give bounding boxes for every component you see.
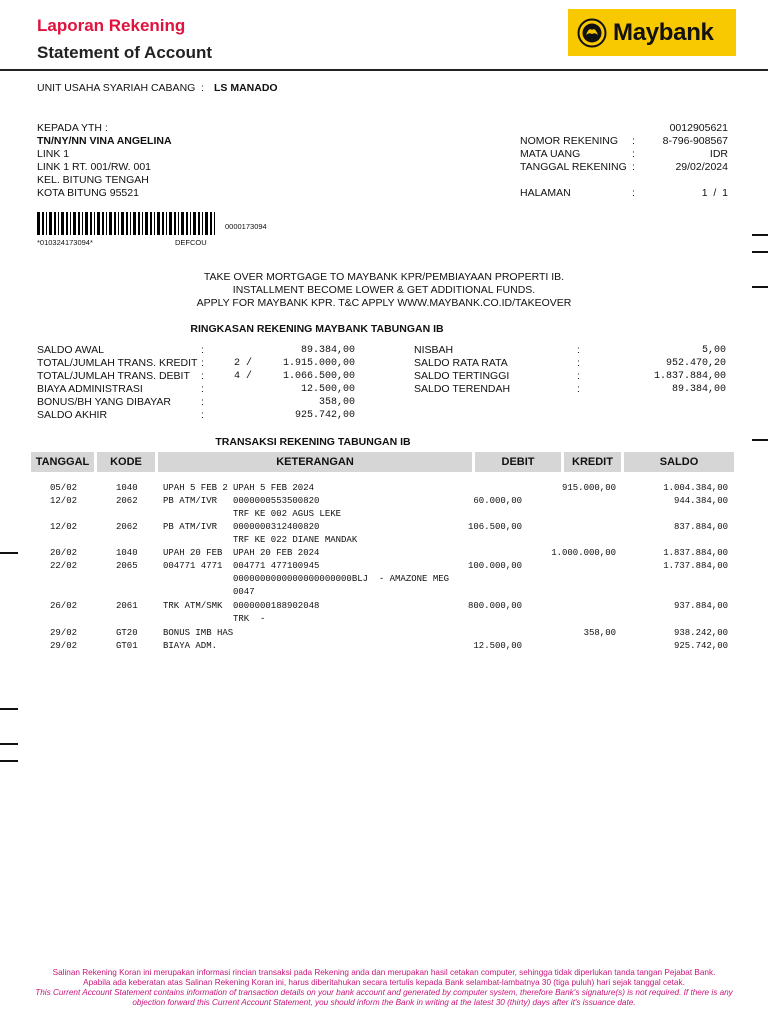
barcode-bar [190, 212, 191, 235]
footer-disclaimer-id: Salinan Rekening Koran ini merupakan informasi rincian transaksi pada Rekening anda dan merupakan hasil cetakan computer, sehingga tidak diperlukan tanda tangan Pejabat Bank. [52, 968, 716, 977]
transaction-debit: 12.500,00 [473, 641, 522, 651]
recipient-label: KEPADA YTH : [37, 122, 108, 134]
transaction-date: 05/02 [50, 483, 78, 493]
barcode-bar [85, 212, 88, 235]
footer-disclaimer-en: This Current Account Statement contains information of transaction details on your bank account and generated by computer system, therefore Bank's signature(s) is not required. If there is any [35, 988, 733, 997]
account-number-value: 8-796-908567 [662, 135, 728, 147]
barcode-code-mid: DEFCOU [175, 238, 207, 247]
barcode-bar [130, 212, 131, 235]
transaction-code: 1040 [116, 548, 138, 558]
summary-label: TOTAL/JUMLAH TRANS. KREDIT [37, 357, 198, 369]
margin-mark [0, 743, 18, 745]
margin-mark [752, 286, 768, 288]
title-indonesian: Laporan Rekening [37, 16, 186, 35]
barcode-bar [138, 212, 140, 235]
summary-separator: : [201, 344, 204, 356]
barcode-bar [106, 212, 107, 235]
barcode-bar [42, 212, 44, 235]
transaction-description: BIAYA ADM. [163, 641, 218, 651]
transaction-credit: 915.000,00 [561, 483, 616, 493]
transaction-credit: 358,00 [583, 628, 616, 638]
branch-separator: : [201, 82, 204, 94]
summary-separator: : [577, 344, 580, 356]
barcode-image [37, 212, 215, 235]
barcode-bar [145, 212, 148, 235]
margin-mark [0, 708, 18, 710]
summary-separator: : [201, 357, 204, 369]
address-line: LINK 1 [37, 148, 70, 160]
statement-date-label: TANGGAL REKENING [520, 161, 627, 173]
margin-mark [752, 439, 768, 441]
summary-label: SALDO TERTINGGI [414, 370, 510, 382]
promo-line: TAKE OVER MORTGAGE TO MAYBANK KPR/PEMBIAYAAN PROPERTI IB. [203, 271, 565, 283]
barcode-bar [126, 212, 128, 235]
barcode-bar [58, 212, 59, 235]
barcode-bar [181, 212, 184, 235]
barcode-bar [186, 212, 188, 235]
column-header-code: KODE [97, 452, 155, 472]
barcode-bar [94, 212, 95, 235]
barcode-bar [49, 212, 52, 235]
transaction-description-detail: 0000000312400820 [233, 522, 320, 532]
transaction-description: 004771 4771 [163, 561, 223, 571]
transaction-description: PB ATM/IVR [163, 496, 218, 506]
barcode-bar [169, 212, 172, 235]
barcode-code-left: *010324173094* [37, 238, 93, 247]
summary-title: RINGKASAN REKENING MAYBANK TABUNGAN IB [190, 323, 444, 335]
barcode-bar [193, 212, 196, 235]
recipient-name: TN/NY/NN VINA ANGELINA [37, 135, 172, 147]
summary-value: 1.915.000,00 [282, 358, 355, 369]
page-separator: : [632, 187, 635, 199]
transaction-code: GT01 [116, 641, 138, 651]
barcode-bar [73, 212, 76, 235]
transaction-debit: 100.000,00 [467, 561, 522, 571]
transactions-table-header [31, 452, 734, 472]
column-header-date: TANGGAL [31, 452, 94, 472]
barcode-bar [37, 212, 40, 235]
address-line: LINK 1 RT. 001/RW. 001 [37, 161, 152, 173]
barcode-bar [118, 212, 119, 235]
barcode-bar [78, 212, 80, 235]
summary-value: 952.470,20 [665, 358, 726, 369]
transaction-description: UPAH 5 FEB 2 [163, 483, 228, 493]
barcode-bar [114, 212, 116, 235]
tiger-emblem-icon [577, 18, 607, 48]
summary-count: 4 / [234, 371, 253, 382]
barcode-bar [102, 212, 104, 235]
transaction-description-detail: UPAH 5 FEB 2024 [233, 483, 315, 493]
barcode-bar [198, 212, 200, 235]
summary-value: 89.384,00 [671, 384, 726, 395]
summary-label: SALDO AKHIR [37, 409, 108, 421]
barcode-bar [154, 212, 155, 235]
summary-label: NISBAH [414, 344, 454, 356]
margin-mark [0, 760, 18, 762]
barcode-bar [205, 212, 208, 235]
transaction-date: 12/02 [50, 496, 78, 506]
transaction-balance: 944.384,00 [673, 496, 728, 506]
transaction-code: 2062 [116, 522, 138, 532]
barcode-bar [46, 212, 47, 235]
summary-label: BONUS/BH YANG DIBAYAR [37, 396, 172, 408]
address-line: KOTA BITUNG 95521 [37, 187, 139, 199]
transaction-description-extra: TRK - [233, 614, 266, 624]
transaction-description: UPAH 20 FEB [163, 548, 223, 558]
summary-separator: : [201, 370, 204, 382]
transaction-date: 26/02 [50, 601, 78, 611]
summary-value: 1.066.500,00 [282, 371, 355, 382]
address-line: KEL. BITUNG TENGAH [37, 174, 149, 186]
transaction-description-detail: 0000000553500820 [233, 496, 320, 506]
margin-mark [752, 234, 768, 236]
summary-value: 89.384,00 [300, 345, 355, 356]
transactions-title: TRANSAKSI REKENING TABUNGAN IB [215, 436, 411, 448]
summary-separator: : [577, 357, 580, 369]
transaction-description-extra: TRF KE 002 AGUS LEKE [233, 509, 342, 519]
maybank-logo [568, 9, 736, 56]
summary-count: 2 / [234, 358, 253, 369]
transaction-debit: 106.500,00 [467, 522, 522, 532]
transaction-debit: 60.000,00 [473, 496, 522, 506]
promo-line: INSTALLMENT BECOME LOWER & GET ADDITIONAL FUNDS. [232, 284, 536, 296]
summary-label: SALDO RATA RATA [414, 357, 508, 369]
footer-disclaimer-id: Apabila ada keberatan atas Salinan Rekening Koran ini, harus diberitahukan secara tertulis kepada Bank selambat-lambatnya 30 (tiga puluh) hari sejak tanggal cetak. [83, 978, 685, 987]
summary-separator: : [577, 383, 580, 395]
barcode-bar [210, 212, 212, 235]
barcode-bar [162, 212, 164, 235]
currency-separator: : [632, 148, 635, 160]
summary-value: 12.500,00 [300, 384, 355, 395]
branch-value: LS MANADO [214, 82, 278, 94]
column-header-balance: SALDO [624, 452, 734, 472]
transaction-balance: 925.742,00 [673, 641, 728, 651]
transaction-balance: 1.737.884,00 [663, 561, 728, 571]
transaction-balance: 938.242,00 [673, 628, 728, 638]
transaction-code: 2065 [116, 561, 138, 571]
summary-label: TOTAL/JUMLAH TRANS. DEBIT [37, 370, 190, 382]
barcode-bar [82, 212, 83, 235]
barcode-bar [157, 212, 160, 235]
summary-separator: : [577, 370, 580, 382]
transaction-balance: 1.837.884,00 [663, 548, 728, 558]
branch-label: UNIT USAHA SYARIAH CABANG [37, 82, 196, 94]
barcode-bar [178, 212, 179, 235]
summary-value: 1.837.884,00 [653, 371, 726, 382]
statement-date-value: 29/02/2024 [675, 161, 728, 173]
summary-separator: : [201, 396, 204, 408]
promo-line: APPLY FOR MAYBANK KPR. T&C APPLY WWW.MAYBANK.CO.ID/TAKEOVER [196, 297, 572, 309]
summary-separator: : [201, 409, 204, 421]
statement-date-separator: : [632, 161, 635, 173]
transaction-date: 22/02 [50, 561, 78, 571]
transaction-balance: 937.884,00 [673, 601, 728, 611]
currency-value: IDR [709, 148, 728, 160]
barcode-bar [97, 212, 100, 235]
transaction-date: 12/02 [50, 522, 78, 532]
barcode-bar [166, 212, 167, 235]
summary-separator: : [201, 383, 204, 395]
barcode-bar [61, 212, 64, 235]
summary-value: 358,00 [318, 397, 355, 408]
transaction-description: PB ATM/IVR [163, 522, 218, 532]
barcode-bar [202, 212, 203, 235]
account-number-label: NOMOR REKENING [520, 135, 619, 147]
transaction-description-detail: UPAH 20 FEB 2024 [233, 548, 320, 558]
barcode-bar [70, 212, 71, 235]
title-english: Statement of Account [37, 43, 213, 62]
header-divider [0, 69, 768, 71]
transaction-date: 29/02 [50, 641, 78, 651]
barcode-bar [214, 212, 215, 235]
transaction-description: TRK ATM/SMK [163, 601, 223, 611]
transaction-description-detail: 004771 477100945 [233, 561, 320, 571]
transaction-description-extra: TRF KE 022 DIANE MANDAK [233, 535, 358, 545]
page-label: HALAMAN [520, 187, 571, 199]
barcode-bar [90, 212, 92, 235]
column-header-credit: KREDIT [564, 452, 621, 472]
transaction-debit: 800.000,00 [467, 601, 522, 611]
margin-mark [0, 552, 18, 554]
summary-value: 925.742,00 [294, 410, 355, 421]
barcode-bar [150, 212, 152, 235]
transaction-balance: 1.004.384,00 [663, 483, 728, 493]
brand-name: Maybank [613, 18, 714, 46]
transaction-balance: 837.884,00 [673, 522, 728, 532]
summary-value: 5,00 [701, 345, 726, 356]
barcode-bar [54, 212, 56, 235]
page-value: 1 / 1 [701, 187, 728, 199]
barcode-bar [174, 212, 176, 235]
barcode-bar [109, 212, 112, 235]
summary-label: BIAYA ADMINISTRASI [37, 383, 143, 395]
transaction-code: 1040 [116, 483, 138, 493]
currency-label: MATA UANG [520, 148, 581, 160]
footer-disclaimer-en: objection forward this Current Account Statement, you should inform the Bank in writing at the latest 30 (thirty) days after it's issuance date. [132, 998, 636, 1007]
transaction-code: 2062 [116, 496, 138, 506]
barcode-bar [121, 212, 124, 235]
transaction-date: 29/02 [50, 628, 78, 638]
margin-mark [752, 251, 768, 253]
transaction-description: BONUS IMB HAS [163, 628, 234, 638]
account-reference-number: 0012905621 [669, 122, 728, 134]
column-header-description: KETERANGAN [158, 452, 472, 472]
transaction-description-extra: 0047 [233, 587, 255, 597]
transaction-description-detail: 0000000188902048 [233, 601, 320, 611]
transaction-code: 2061 [116, 601, 138, 611]
column-header-debit: DEBIT [475, 452, 561, 472]
summary-label: SALDO AWAL [37, 344, 104, 356]
transaction-code: GT20 [116, 628, 138, 638]
barcode-code-right: 0000173094 [225, 222, 267, 231]
account-number-separator: : [632, 135, 635, 147]
barcode-bar [66, 212, 68, 235]
barcode-bar [133, 212, 136, 235]
transaction-date: 20/02 [50, 548, 78, 558]
transaction-description-extra: 0000000000000000000000BLJ - AMAZONE MEG [233, 574, 450, 584]
summary-label: SALDO TERENDAH [414, 383, 511, 395]
barcode-bar [142, 212, 143, 235]
transaction-credit: 1.000.000,00 [551, 548, 616, 558]
